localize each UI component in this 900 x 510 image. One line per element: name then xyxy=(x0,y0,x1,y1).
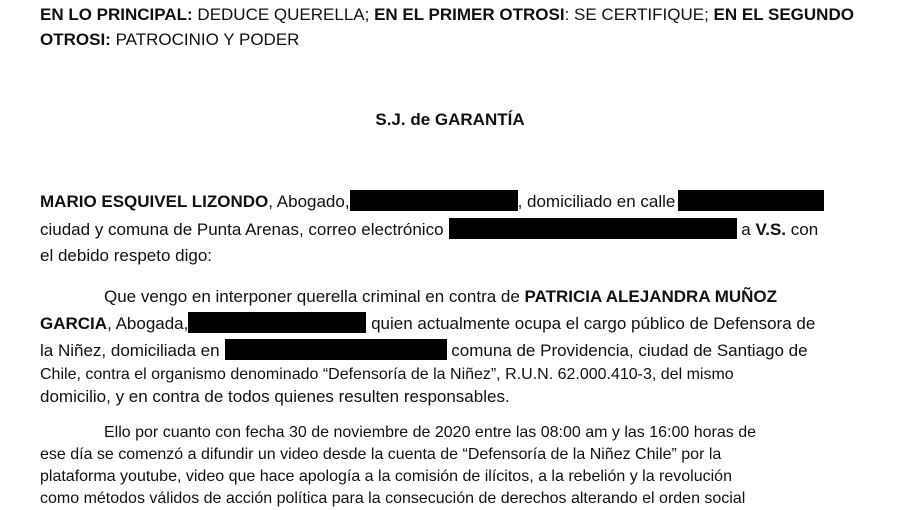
header-line-1: EN LO PRINCIPAL: DEDUCE QUERELLA; EN EL PRIMER OTROSI: SE CERTIFIQUE; EN EL SEGUNDO xyxy=(40,5,854,24)
p3-line-3: plataforma youtube, video que hace apología a la comisión de ilícitos, a la rebelión y la revolución xyxy=(40,468,732,485)
court-heading: S.J. de GARANTÍA xyxy=(375,110,525,129)
p1-line-1: MARIO ESQUIVEL LIZONDO, Abogado, , domiciliado en calle xyxy=(40,190,824,213)
p2-line-2: GARCIA, Abogada, quien actualmente ocupa el cargo público de Defensora de xyxy=(40,314,816,333)
redaction-box xyxy=(678,190,824,211)
header-principal-label: EN LO PRINCIPAL: xyxy=(40,5,193,24)
p2-line-5: domicilio, y en contra de todos quienes resulten responsables. xyxy=(40,387,510,406)
redaction-box xyxy=(350,190,518,211)
redaction-box xyxy=(449,218,737,239)
p1-line-3: el debido respeto digo: xyxy=(40,246,213,265)
p2-line-1: Que vengo en interponer querella criminal en contra de PATRICIA ALEJANDRA MUÑOZ xyxy=(104,287,778,306)
p3-line-4: como métodos válidos de acción política para la consecución de derechos alterando el orden social xyxy=(40,490,746,507)
redaction-box xyxy=(225,339,447,360)
redaction-box xyxy=(188,312,366,333)
header-line-2: OTROSI: PATROCINIO Y PODER xyxy=(40,30,300,49)
p3-line-2: ese día se comenzó a difundir un video desde la cuenta de “Defensoría de la Niñez Chile” por la xyxy=(40,446,722,463)
p1-line-2: ciudad y comuna de Punta Arenas, correo electrónico a V.S. con xyxy=(40,220,819,239)
p2-line-4: Chile, contra el organismo denominado “Defensoría de la Niñez”, R.U.N. 62.000.410-3, del mismo xyxy=(40,366,734,383)
p2-line-3: la Niñez, domiciliada en comuna de Providencia, ciudad de Santiago de xyxy=(40,341,808,360)
p3-line-1: Ello por cuanto con fecha 30 de noviembre de 2020 entre las 08:00 am y las 16:00 horas de xyxy=(104,424,756,441)
